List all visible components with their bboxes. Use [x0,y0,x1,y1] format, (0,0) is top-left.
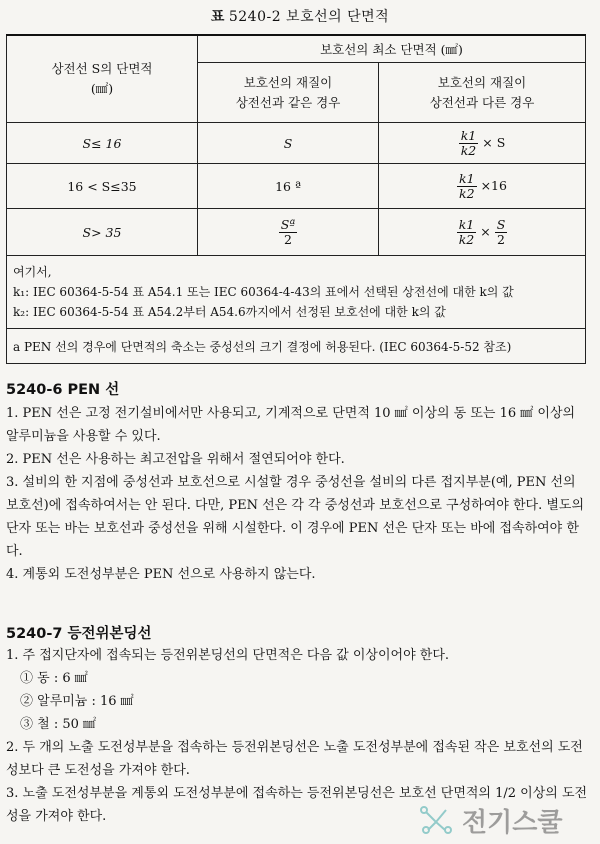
row3-diff [379,209,586,256]
row1-diff-tail: × S [482,134,506,150]
table-title-text: 5240-2 보호선의 단면적 [228,9,390,25]
row3-range [7,209,198,256]
bonding-item-1: 1. 주 접지단자에 접속되는 등전위본딩선의 단면적은 다음 값 이상이어야 한다. [6,648,450,663]
table-number: 표 [210,9,225,25]
pen-item-2: 2. PEN 선은 사용하는 최고전압을 위해서 절연되어야 한다. [6,452,345,467]
row2-k1: k1 [459,170,475,186]
row3-times: × [480,223,491,239]
header-phase-label: 상전선 S의 단면적 [51,61,153,76]
watermark-text: 전기스쿨 [462,807,563,838]
row1-same [198,123,379,164]
row1-diff [379,123,586,164]
pen-item-4: 4. 계통외 도전성부분은 PEN 선으로 사용하지 않는다. [6,567,316,582]
row2-k-fraction [457,172,477,201]
row1-k-fraction [459,129,479,158]
cross-section-table [6,34,586,364]
section-5240-6-heading: 5240-6 PEN 선 [6,382,120,398]
note-k2: k₂: IEC 60364-5-54 표 A54.2부터 A54.6까지에서 선정된 보호선에 대한 k의 값 [13,305,446,319]
section-5240-7-heading: 5240-7 등전위본딩선 [6,626,152,642]
header-diff-line1: 보호선의 재질이 [437,74,527,90]
bonding-item-2: 2. 두 개의 노출 도전성부분을 접속하는 등전위본딩선은 노출 도전성부분에 접속된 작은 보호선의 도전성보다 큰 도전성을 가져야 한다. [6,740,583,778]
circuit-icon [418,802,454,838]
header-diff-line2: 상전선과 다른 경우 [429,94,535,110]
header-same-line2: 상전선과 같은 경우 [235,94,341,110]
row3-s-den: 2 [497,231,505,247]
header-same-material [198,63,379,123]
bonding-item-3: 3. 노출 도전성부분을 계통외 도전성부분에 접속하는 등전위본딩선은 보호선 단면적의 1/2 이상의 도전성을 가져야 한다. [6,786,588,824]
header-min-cross-section: 보호선의 최소 단면적 (㎟) [198,35,586,63]
row2-k2: k2 [459,185,475,201]
row1-range-text: S≤ 16 [82,135,122,151]
pen-item-3: 3. 설비의 한 지점에 중성선과 보호선으로 시설할 경우 중성선을 설비의 다른 접지부분(예, PEN 선의 보호선)에 접속하여서는 안 된다. 다만, PEN 선은 각 각 중성선과 보호선으로 구성하여야 한다. 별도의 단자 또는 바는 보호선과 중성선을 위해 시설한다. 이 경우에 PEN 선은 단자 또는 바에 접속하여야 한다. [6,475,585,559]
header-phase-conductor [7,35,198,123]
row3-k1: k1 [458,216,475,232]
row3-s-num: S [496,216,506,232]
pen-item-1: 1. PEN 선은 고정 전기설비에서만 사용되고, 기계적으로 단면적 10 ㎟ 이상의 동 또는 16 ㎟ 이상의 알루미늄을 사용할 수 있다. [6,406,576,444]
bonding-sub-copper: ① 동 : 6 ㎟ [20,671,88,686]
row3-range-text: S> 35 [82,224,122,240]
row3-s-fraction [495,218,508,247]
row2-diff-tail: ×16 [480,177,507,193]
row3-k2: k2 [458,231,475,247]
row1-k2: k2 [460,142,477,158]
bonding-sub-aluminum: ② 알루미늄 : 16 ㎟ [20,694,134,709]
notes-heading: 여기서, [13,265,52,279]
watermark-logo [418,800,598,840]
note-k1: k₁: IEC 60364-5-54 표 A54.1 또는 IEC 60364-4-43의 표에서 선택된 상전선에 대한 k의 값 [13,285,514,299]
row2-range-text: 16 < S≤35 [67,178,137,194]
row1-range [7,123,198,164]
table-footnote: a PEN 선의 경우에 단면적의 축소는 중성선의 크기 결정에 허용된다. (IEC 60364-5-52 참조) [7,329,586,364]
row3-same-fraction [279,218,298,247]
row2-range [7,164,198,209]
row1-k1: k1 [460,127,477,143]
table-notes [7,256,586,329]
bonding-sub-iron: ③ 철 : 50 ㎟ [20,717,97,732]
row1-same-value: S [283,135,293,151]
header-same-line1: 보호선의 재질이 [243,74,333,90]
row3-same [198,209,379,256]
header-phase-unit: (㎟) [90,81,114,96]
row3-same-den: 2 [284,231,292,247]
row2-same [198,164,379,209]
section-5240-6-body [6,402,590,586]
row3-same-num: Sª [280,216,296,232]
row3-k-fraction [457,218,477,247]
header-diff-material [379,63,586,123]
row2-diff [379,164,586,209]
table-title [0,6,600,26]
row2-same-value: 16 ª [275,178,301,194]
